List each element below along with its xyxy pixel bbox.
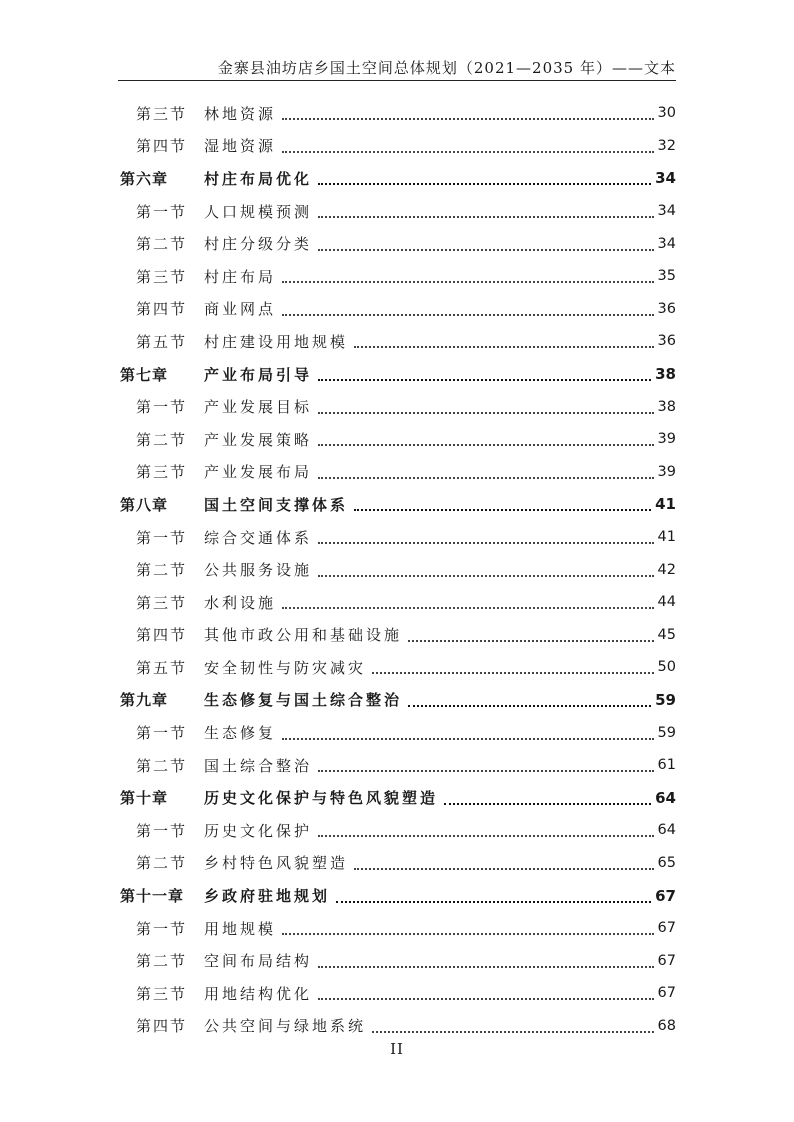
toc-section-entry[interactable]: [120, 390, 676, 423]
toc-entry-label: 第四节: [136, 626, 188, 645]
toc-section-entry[interactable]: [120, 293, 676, 326]
toc-dot-leader: [282, 151, 654, 153]
toc-section-entry[interactable]: [120, 195, 676, 228]
toc-section-entry[interactable]: [120, 456, 676, 489]
toc-dot-leader: [318, 542, 654, 544]
toc-section-entry[interactable]: [120, 521, 676, 554]
toc-section-entry[interactable]: [120, 1010, 676, 1043]
toc-section-entry[interactable]: [120, 260, 676, 293]
toc-entry-label: 第二节: [136, 561, 188, 580]
toc-entry-label: 第二节: [136, 952, 188, 971]
toc-dot-leader: [282, 118, 654, 120]
toc-entry-page: 36: [657, 300, 676, 317]
toc-dot-leader: [282, 933, 654, 935]
toc-chapter-entry[interactable]: [120, 358, 676, 391]
toc-dot-leader: [318, 575, 654, 577]
toc-entry-title: 公共空间与绿地系统: [204, 1017, 367, 1036]
toc-section-entry[interactable]: [120, 325, 676, 358]
toc-entry-label: 第三节: [136, 984, 188, 1003]
toc-entry-title: 用地结构优化: [204, 984, 313, 1003]
toc-entry-label: 第二节: [136, 756, 188, 775]
toc-section-entry[interactable]: [120, 977, 676, 1010]
toc-entry-page: 61: [657, 757, 676, 774]
toc-section-entry[interactable]: [120, 619, 676, 652]
toc-entry-page: 32: [657, 137, 676, 154]
toc-dot-leader: [354, 346, 654, 348]
toc-section-entry[interactable]: [120, 423, 676, 456]
toc-entry-page: 64: [657, 822, 676, 839]
toc-dot-leader: [408, 640, 654, 642]
toc-entry-title: 国土空间支撑体系: [204, 495, 349, 514]
toc-entry-page: 42: [657, 561, 676, 578]
toc-entry-page: 64: [655, 788, 676, 807]
toc-entry-page: 67: [657, 985, 676, 1002]
toc-chapter-entry[interactable]: [120, 879, 676, 912]
toc-section-entry[interactable]: [120, 553, 676, 586]
toc-entry-title: 水利设施: [204, 593, 277, 612]
toc-dot-leader: [282, 738, 654, 740]
toc-entry-page: 41: [655, 495, 676, 514]
toc-entry-page: 34: [655, 169, 676, 188]
toc-entry-title: 历史文化保护: [204, 821, 313, 840]
toc-dot-leader: [372, 1031, 654, 1033]
toc-entry-title: 其他市政公用和基础设施: [204, 626, 403, 645]
toc-entry-page: 44: [657, 594, 676, 611]
toc-dot-leader: [318, 183, 651, 185]
toc-entry-title: 历史文化保护与特色风貌塑造: [204, 789, 439, 808]
toc-dot-leader: [282, 314, 654, 316]
toc-dot-leader: [282, 607, 654, 609]
toc-section-entry[interactable]: [120, 912, 676, 945]
toc-entry-title: 产业发展策略: [204, 430, 313, 449]
toc-entry-label: 第八章: [120, 495, 169, 514]
toc-entry-title: 安全韧性与防灾减灾: [204, 658, 367, 677]
toc-entry-page: 67: [657, 952, 676, 969]
toc-entry-page: 39: [657, 463, 676, 480]
toc-section-entry[interactable]: [120, 227, 676, 260]
toc-entry-title: 用地规模: [204, 919, 277, 938]
toc-section-entry[interactable]: [120, 847, 676, 880]
toc-entry-page: 38: [655, 365, 676, 384]
toc-entry-label: 第三节: [136, 267, 188, 286]
toc-dot-leader: [318, 216, 654, 218]
toc-entry-page: 41: [657, 529, 676, 546]
toc-entry-page: 65: [657, 854, 676, 871]
toc-entry-label: 第九章: [120, 691, 169, 710]
toc-entry-title: 公共服务设施: [204, 561, 313, 580]
toc-entry-title: 林地资源: [204, 104, 277, 123]
toc-dot-leader: [318, 249, 654, 251]
toc-dot-leader: [318, 998, 654, 1000]
toc-entry-page: 38: [657, 398, 676, 415]
toc-entry-label: 第三节: [136, 593, 188, 612]
toc-entry-label: 第一节: [136, 724, 188, 743]
toc-entry-label: 第五节: [136, 332, 188, 351]
toc-entry-label: 第十章: [120, 789, 169, 808]
toc-entry-label: 第六章: [120, 169, 169, 188]
toc-dot-leader: [372, 672, 654, 674]
toc-chapter-entry[interactable]: [120, 684, 676, 717]
toc-entry-page: 30: [657, 105, 676, 122]
toc-entry-page: 35: [657, 268, 676, 285]
toc-entry-page: 67: [655, 886, 676, 905]
toc-entry-title: 生态修复: [204, 724, 277, 743]
toc-entry-title: 乡政府驻地规划: [204, 887, 331, 906]
toc-entry-title: 人口规模预测: [204, 202, 313, 221]
toc-entry-label: 第十一章: [120, 887, 185, 906]
toc-entry-title: 乡村特色风貌塑造: [204, 854, 349, 873]
toc-entry-title: 村庄建设用地规模: [204, 332, 349, 351]
toc-dot-leader: [318, 966, 654, 968]
toc-dot-leader: [336, 901, 651, 903]
toc-entry-page: 45: [657, 626, 676, 643]
toc-entry-label: 第一节: [136, 821, 188, 840]
toc-entry-label: 第二节: [136, 430, 188, 449]
toc-dot-leader: [408, 705, 651, 707]
toc-dot-leader: [282, 281, 654, 283]
toc-chapter-entry[interactable]: [120, 781, 676, 814]
toc-entry-label: 第三节: [136, 463, 188, 482]
toc-dot-leader: [318, 770, 654, 772]
toc-entry-title: 产业发展目标: [204, 398, 313, 417]
toc-entry-title: 商业网点: [204, 300, 277, 319]
toc-entry-title: 国土综合整治: [204, 756, 313, 775]
toc-section-entry[interactable]: [120, 814, 676, 847]
toc-entry-title: 产业发展布局: [204, 463, 313, 482]
toc-entry-label: 第一节: [136, 398, 188, 417]
toc-entry-page: 59: [657, 724, 676, 741]
toc-entry-page: 67: [657, 920, 676, 937]
toc-entry-title: 空间布局结构: [204, 952, 313, 971]
toc-section-entry[interactable]: [120, 651, 676, 684]
toc-entry-page: 39: [657, 431, 676, 448]
toc-entry-label: 第一节: [136, 528, 188, 547]
toc-entry-title: 生态修复与国土综合整治: [204, 691, 403, 710]
toc-entry-title: 湿地资源: [204, 137, 277, 156]
page-number: II: [390, 1040, 404, 1058]
toc-dot-leader: [444, 803, 651, 805]
toc-entry-label: 第四节: [136, 1017, 188, 1036]
toc-entry-page: 50: [657, 659, 676, 676]
toc-section-entry[interactable]: [120, 716, 676, 749]
toc-dot-leader: [354, 868, 654, 870]
toc-section-entry[interactable]: [120, 944, 676, 977]
toc-entry-label: 第四节: [136, 300, 188, 319]
toc-entry-page: 34: [657, 235, 676, 252]
toc-entry-label: 第二节: [136, 235, 188, 254]
header-divider: [118, 80, 676, 81]
toc-dot-leader: [318, 444, 654, 446]
toc-entry-page: 36: [657, 333, 676, 350]
toc-entry-label: 第七章: [120, 365, 169, 384]
toc-entry-title: 村庄布局优化: [204, 169, 313, 188]
toc-entry-label: 第五节: [136, 658, 188, 677]
toc-entry-page: 68: [657, 1017, 676, 1034]
toc-entry-label: 第三节: [136, 104, 188, 123]
toc-entry-title: 产业布局引导: [204, 365, 313, 384]
toc-entry-title: 村庄布局: [204, 267, 277, 286]
toc-chapter-entry[interactable]: [120, 162, 676, 195]
toc-dot-leader: [318, 412, 654, 414]
toc-dot-leader: [318, 477, 654, 479]
toc-section-entry[interactable]: [120, 130, 676, 163]
toc-entry-title: 村庄分级分类: [204, 235, 313, 254]
document-header: 金寨县油坊店乡国土空间总体规划（2021—2035 年）——文本: [217, 59, 676, 77]
toc-section-entry[interactable]: [120, 586, 676, 619]
toc-dot-leader: [318, 379, 651, 381]
toc-entry-label: 第一节: [136, 202, 188, 221]
toc-chapter-entry[interactable]: [120, 488, 676, 521]
toc-entry-page: 59: [655, 690, 676, 709]
toc-entry-label: 第四节: [136, 137, 188, 156]
toc-entry-label: 第二节: [136, 854, 188, 873]
toc-entry-label: 第一节: [136, 919, 188, 938]
toc-dot-leader: [354, 509, 651, 511]
toc-entry-title: 综合交通体系: [204, 528, 313, 547]
table-of-contents: [120, 97, 676, 1042]
toc-section-entry[interactable]: [120, 749, 676, 782]
toc-section-entry[interactable]: [120, 97, 676, 130]
toc-entry-page: 34: [657, 203, 676, 220]
toc-dot-leader: [318, 835, 654, 837]
